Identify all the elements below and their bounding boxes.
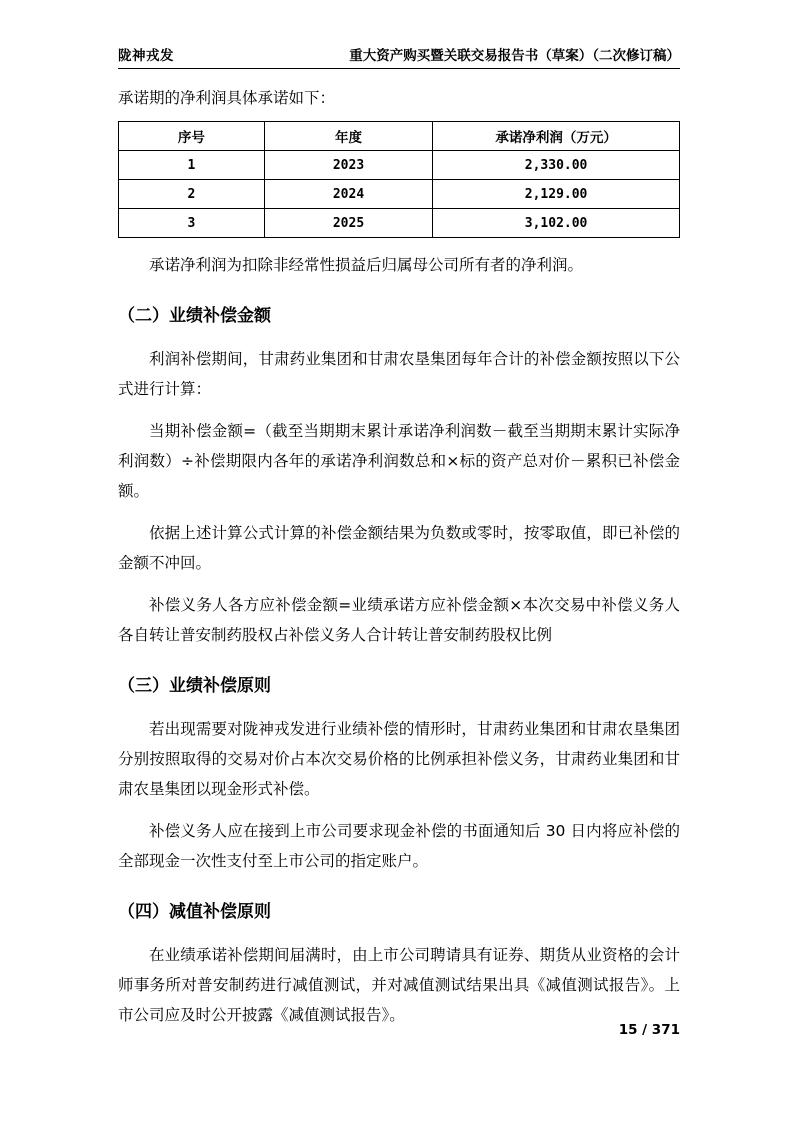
paragraph: 在业绩承诺补偿期间届满时，由上市公司聘请具有证券、期货从业资格的会计师事务所对普安制药进行减值测试，并对减值测试结果出具《减值测试报告》。上市公司应及时公开披露《减值测试报告》。 bbox=[118, 946, 680, 1024]
after-table-note: 承诺净利润为扣除非经常性损益后归属母公司所有者的净利润。 bbox=[149, 256, 584, 274]
column-header-year: 年度 bbox=[264, 122, 432, 151]
column-header-index: 序号 bbox=[119, 122, 265, 151]
section-heading-compensation-principle: （三）业绩补偿原则 bbox=[118, 676, 271, 696]
cell-year: 2024 bbox=[264, 180, 432, 209]
cell-year: 2025 bbox=[264, 209, 432, 238]
section-heading-compensation-amount: （二）业绩补偿金额 bbox=[118, 306, 271, 326]
page-content bbox=[118, 44, 680, 1030]
cell-profit: 3,102.00 bbox=[433, 209, 680, 238]
paragraph: 补偿义务人应在接到上市公司要求现金补偿的书面通知后 30 日内将应补偿的全部现金一次性支付至上市公司的指定账户。 bbox=[118, 822, 680, 870]
promised-profit-table bbox=[118, 121, 680, 238]
cell-profit: 2,129.00 bbox=[433, 180, 680, 209]
paragraph: 当期补偿金额=（截至当期期末累计承诺净利润数－截至当期期末累计实际净利润数）÷补偿期限内各年的承诺净利润数总和×标的资产总对价－累积已补偿金额。 bbox=[118, 422, 680, 500]
header-company-name: 陇神戎发 bbox=[118, 48, 174, 64]
table-row bbox=[119, 180, 680, 209]
table-row bbox=[119, 151, 680, 180]
cell-index: 2 bbox=[119, 180, 265, 209]
intro-text: 承诺期的净利润具体承诺如下： bbox=[118, 89, 336, 107]
paragraph: 若出现需要对陇神戎发进行业绩补偿的情形时，甘肃药业集团和甘肃农垦集团分别按照取得的交易对价占本次交易价格的比例承担补偿义务，甘肃药业集团和甘肃农垦集团以现金形式补偿。 bbox=[118, 720, 680, 798]
paragraph: 依据上述计算公式计算的补偿金额结果为负数或零时，按零取值，即已补偿的金额不冲回。 bbox=[118, 524, 680, 572]
header-document-title: 重大资产购买暨关联交易报告书（草案）（二次修订稿） bbox=[349, 48, 680, 64]
paragraph: 补偿义务人各方应补偿金额=业绩承诺方应补偿金额×本次交易中补偿义务人各自转让普安制药股权占补偿义务人合计转让普安制药股权比例 bbox=[118, 596, 680, 644]
cell-index: 3 bbox=[119, 209, 265, 238]
cell-year: 2023 bbox=[264, 151, 432, 180]
column-header-profit: 承诺净利润（万元） bbox=[433, 122, 680, 151]
page-header bbox=[118, 44, 680, 69]
paragraph: 利润补偿期间，甘肃药业集团和甘肃农垦集团每年合计的补偿金额按照以下公式进行计算： bbox=[118, 350, 680, 398]
table-row bbox=[119, 209, 680, 238]
table-header-row bbox=[119, 122, 680, 151]
section-heading-impairment-principle: （四）减值补偿原则 bbox=[118, 902, 271, 922]
page-number: 15 / 371 bbox=[618, 1022, 680, 1038]
cell-profit: 2,330.00 bbox=[433, 151, 680, 180]
cell-index: 1 bbox=[119, 151, 265, 180]
